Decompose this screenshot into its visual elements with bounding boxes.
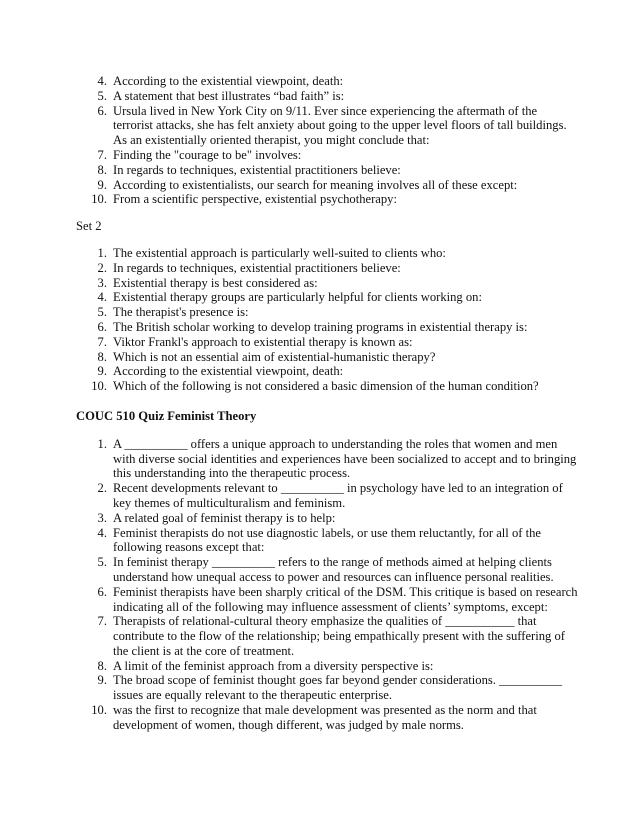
question-item: [76, 585, 578, 615]
set1-question-list: [76, 74, 578, 207]
question-text: A __________ offers a unique approach to understanding the roles that women and men with diverse social identities and experiences have been socialized to accept and to bringing this understanding into the therapeutic process.: [113, 436, 577, 481]
question-number: 8.: [97, 162, 107, 177]
question-number: 3.: [97, 275, 107, 290]
question-item: [76, 290, 578, 305]
question-number: 8.: [97, 349, 107, 364]
question-number: 6.: [97, 319, 107, 334]
question-number: 10.: [91, 192, 107, 207]
question-item: [76, 659, 578, 674]
question-text: The British scholar working to develop training programs in existential therapy is:: [113, 319, 528, 334]
question-text: Feminist therapists do not use diagnostic labels, or use them reluctantly, for all of the following reasons except that:: [113, 525, 541, 555]
question-item: [76, 261, 578, 276]
question-text: Viktor Frankl's approach to existential therapy is known as:: [113, 334, 413, 349]
question-number: 2.: [97, 260, 107, 275]
question-number: 8.: [97, 658, 107, 673]
question-number: 7.: [97, 334, 107, 349]
question-item: [76, 350, 578, 365]
question-number: 10.: [91, 379, 107, 394]
question-text: The existential approach is particularly well-suited to clients who:: [113, 245, 446, 260]
question-item: [76, 511, 578, 526]
question-number: 9.: [97, 673, 107, 688]
question-text: Which is not an essential aim of existential-humanistic therapy?: [113, 349, 436, 364]
set2-label: Set 2: [76, 219, 102, 234]
question-text: A statement that best illustrates “bad faith” is:: [113, 88, 345, 103]
question-item: [76, 148, 578, 163]
question-item: [76, 305, 578, 320]
question-item: [76, 437, 578, 481]
question-number: 1.: [97, 245, 107, 260]
question-number: 5.: [97, 555, 107, 570]
question-item: [76, 526, 578, 556]
question-number: 10.: [91, 703, 107, 718]
question-number: 5.: [97, 88, 107, 103]
question-text: The broad scope of feminist thought goes far beyond gender considerations. __________ issues are equally relevant to the therapeutic enterprise.: [113, 673, 563, 703]
question-text: Therapists of relational-cultural theory emphasize the qualities of ___________ that contribute to the flow of the relationship; being empathically present with the suffering of the client is at the core of treatment.: [113, 614, 565, 658]
question-text: According to existentialists, our search for meaning involves all of these except:: [113, 177, 518, 192]
question-text: A related goal of feminist therapy is to help:: [113, 510, 336, 525]
question-text: Finding the "courage to be" involves:: [113, 147, 302, 162]
question-text: Existential therapy groups are particularly helpful for clients working on:: [113, 290, 482, 305]
question-text: In regards to techniques, existential practitioners believe:: [113, 162, 401, 177]
question-text: Ursula lived in New York City on 9/11. Ever since experiencing the aftermath of the terrorist attacks, she has felt anxiety about going to the upper level floors of tall buildings. As an existentially oriented therapist, you might conclude that:: [113, 103, 567, 148]
question-item: [76, 703, 578, 733]
question-item: [76, 364, 578, 379]
question-number: 3.: [97, 510, 107, 525]
question-text: Which of the following is not considered a basic dimension of the human condition?: [113, 379, 539, 394]
question-text: The therapist's presence is:: [113, 305, 249, 320]
set2-question-list: [76, 246, 578, 394]
question-item: [76, 481, 578, 511]
question-item: [76, 104, 578, 148]
question-text: From a scientific perspective, existential psychotherapy:: [113, 192, 397, 207]
question-item: [76, 555, 578, 585]
question-number: 9.: [97, 364, 107, 379]
question-number: 4.: [97, 290, 107, 305]
question-text: Existential therapy is best considered as:: [113, 275, 318, 290]
question-number: 2.: [97, 481, 107, 496]
question-text: In regards to techniques, existential practitioners believe:: [113, 260, 401, 275]
question-item: [76, 673, 578, 703]
question-item: [76, 192, 578, 207]
question-number: 4.: [97, 525, 107, 540]
question-item: [76, 614, 578, 658]
question-number: 9.: [97, 177, 107, 192]
question-item: [76, 163, 578, 178]
question-number: 7.: [97, 147, 107, 162]
question-item: [76, 89, 578, 104]
question-item: [76, 246, 578, 261]
question-text: A limit of the feminist approach from a diversity perspective is:: [113, 658, 434, 673]
question-number: 1.: [97, 436, 107, 451]
question-number: 4.: [97, 74, 107, 88]
feminist-quiz-heading: COUC 510 Quiz Feminist Theory: [76, 408, 257, 423]
question-item: [76, 74, 578, 89]
question-text: According to the existential viewpoint, death:: [113, 364, 344, 379]
question-item: [76, 335, 578, 350]
question-item: [76, 276, 578, 291]
question-item: [76, 178, 578, 193]
question-text: Recent developments relevant to __________ in psychology have led to an integration of key themes of multiculturalism and feminism.: [113, 481, 563, 510]
question-number: 5.: [97, 305, 107, 320]
question-number: 6.: [97, 103, 107, 118]
question-item: [76, 379, 578, 394]
question-item: [76, 320, 578, 335]
question-text: was the first to recognize that male development was presented as the norm and that development of women, though different, was judged by male norms.: [113, 703, 537, 732]
feminist-question-list: [76, 437, 578, 733]
question-text: In feminist therapy __________ refers to the range of methods aimed at helping clients understand how unequal access to power and resources can influence personal realities.: [113, 555, 554, 584]
question-text: According to the existential viewpoint, death:: [113, 74, 344, 88]
question-number: 6.: [97, 584, 107, 599]
question-number: 7.: [97, 614, 107, 629]
question-text: Feminist therapists have been sharply critical of the DSM. This critique is based on research indicating all of the following may influence assessment of clients’ symptoms, except:: [113, 584, 578, 614]
